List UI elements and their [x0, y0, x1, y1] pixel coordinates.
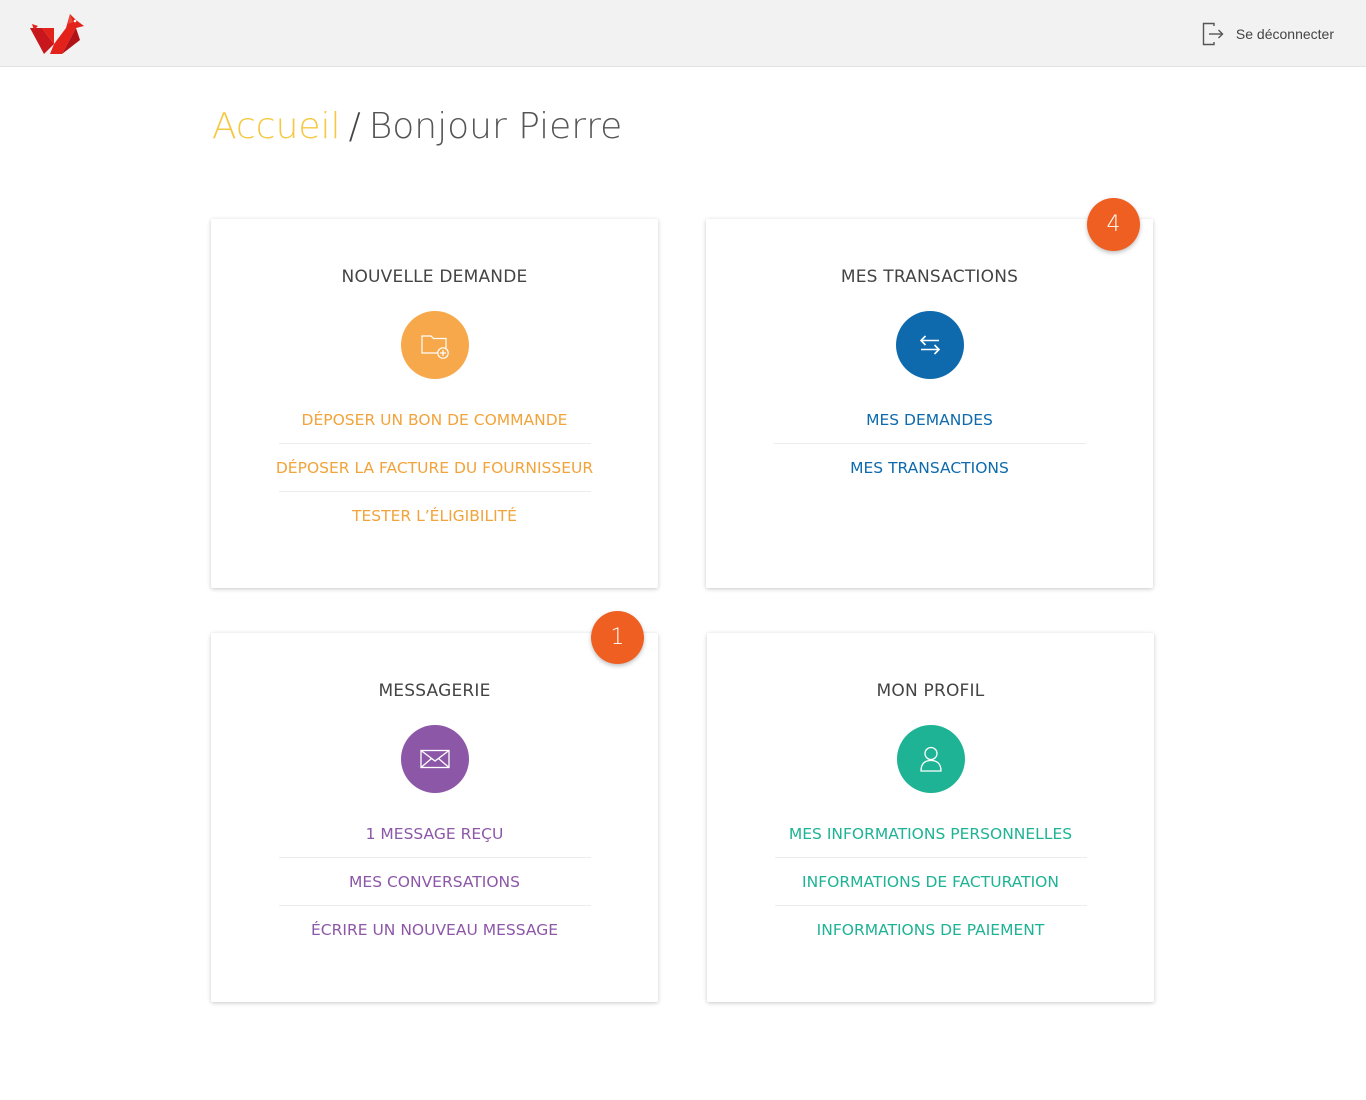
link-my-transactions[interactable]: MES TRANSACTIONS	[850, 459, 1009, 477]
breadcrumb-separator: /	[348, 106, 361, 147]
logo[interactable]	[28, 12, 86, 56]
card-link-list	[774, 396, 1086, 492]
folder-add-icon	[418, 328, 452, 362]
card-link-list	[275, 396, 594, 540]
link-write-new-message[interactable]: ÉCRIRE UN NOUVEAU MESSAGE	[311, 921, 558, 939]
card-title: MES TRANSACTIONS	[840, 267, 1019, 287]
card-icon-circle	[401, 725, 469, 793]
transfer-arrows-icon	[913, 328, 947, 362]
breadcrumb-home-link[interactable]: Accueil	[212, 106, 341, 147]
card-my-transactions	[706, 219, 1153, 588]
notification-badge: 1	[591, 611, 644, 664]
card-new-request	[211, 219, 658, 588]
card-my-profile	[707, 633, 1154, 1002]
card-title: MON PROFIL	[876, 681, 985, 701]
user-icon	[914, 742, 948, 776]
link-billing-info[interactable]: INFORMATIONS DE FACTURATION	[775, 858, 1087, 906]
breadcrumb-current: Bonjour Pierre	[368, 106, 623, 147]
link-my-requests[interactable]: MES DEMANDES	[774, 396, 1086, 444]
link-payment-info[interactable]: INFORMATIONS DE PAIEMENT	[816, 921, 1045, 939]
card-link-list	[279, 810, 591, 954]
notification-badge: 4	[1087, 198, 1140, 251]
link-test-eligibility[interactable]: TESTER L’ÉLIGIBILITÉ	[352, 507, 517, 525]
fox-logo-icon	[28, 12, 86, 56]
card-icon-circle	[896, 311, 964, 379]
logout-label: Se déconnecter	[1235, 26, 1334, 42]
card-title: MESSAGERIE	[378, 681, 491, 701]
breadcrumb	[212, 106, 622, 147]
card-link-list	[775, 810, 1087, 954]
top-bar	[0, 0, 1366, 67]
logout-button[interactable]	[1202, 21, 1334, 47]
link-submit-supplier-invoice[interactable]: DÉPOSER LA FACTURE DU FOURNISSEUR	[279, 444, 591, 492]
link-messages-received[interactable]: 1 MESSAGE REÇU	[279, 810, 591, 858]
card-title: NOUVELLE DEMANDE	[341, 267, 528, 287]
envelope-icon	[418, 742, 452, 776]
link-my-conversations[interactable]: MES CONVERSATIONS	[279, 858, 591, 906]
link-personal-info[interactable]: MES INFORMATIONS PERSONNELLES	[775, 810, 1087, 858]
logout-icon	[1202, 22, 1224, 46]
card-icon-circle	[897, 725, 965, 793]
card-icon-circle	[401, 311, 469, 379]
link-submit-purchase-order[interactable]: DÉPOSER UN BON DE COMMANDE	[279, 396, 591, 444]
card-messaging	[211, 633, 658, 1002]
